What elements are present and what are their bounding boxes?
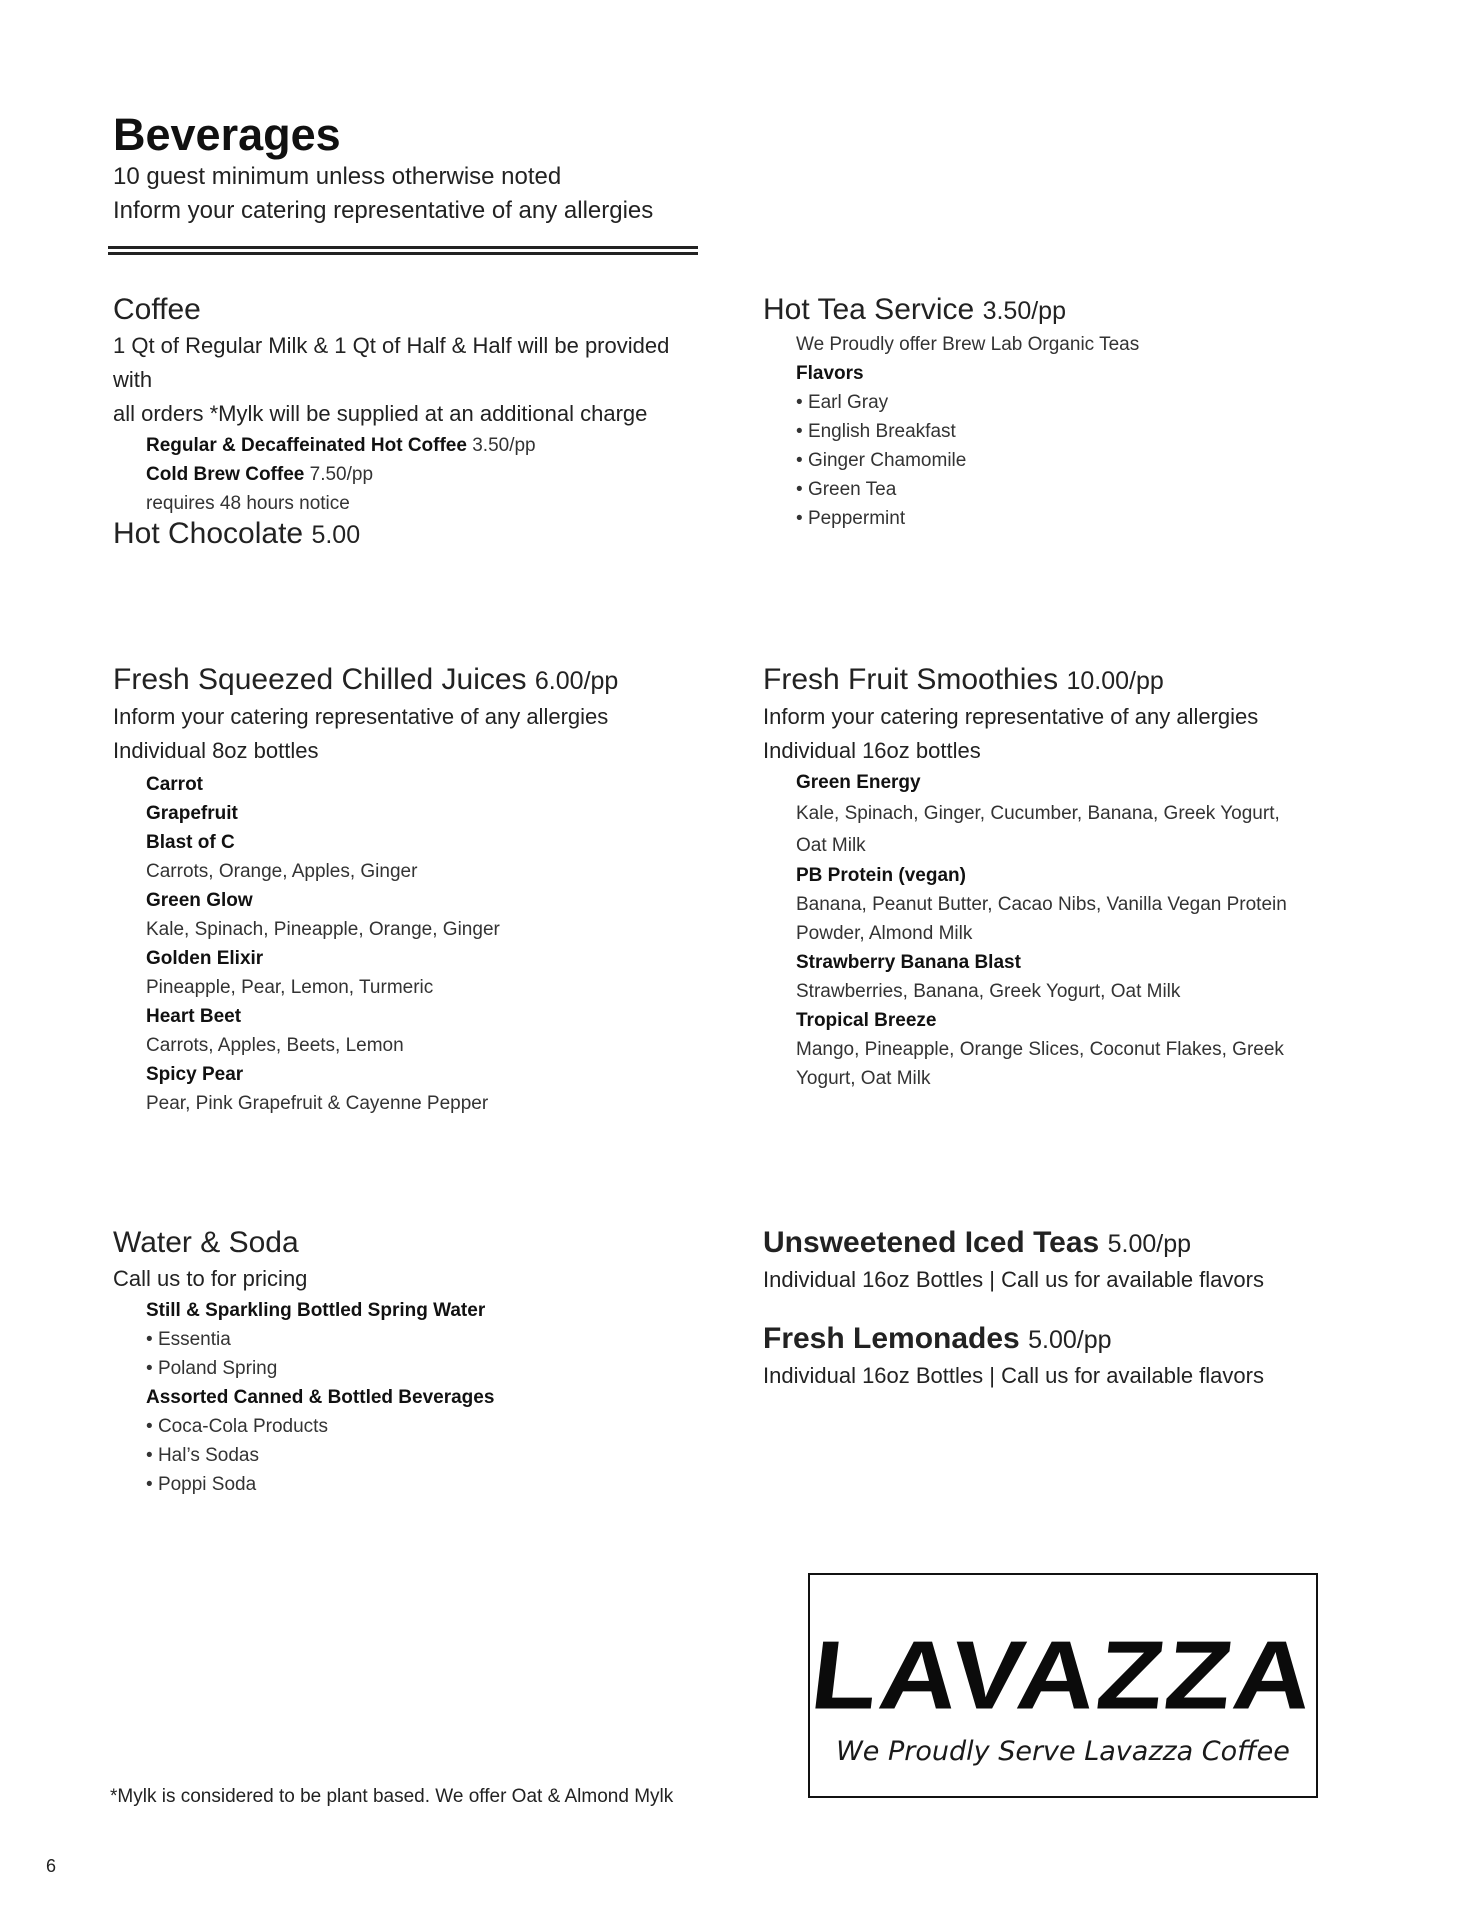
coffee-title xyxy=(113,291,713,329)
page-number: 6 xyxy=(46,1856,57,1876)
lemonades-title-text: Fresh Lemonades xyxy=(763,1322,1020,1355)
coffee-item-name: Regular & Decaffeinated Hot Coffee xyxy=(146,435,467,456)
smoothie-name: PB Protein (vegan) xyxy=(796,865,966,886)
soda-brand-item: • Poppi Soda xyxy=(146,1470,713,1499)
coffee-note-line-1: 1 Qt of Regular Milk & 1 Qt of Half & Half will be provided with xyxy=(113,333,670,392)
coffee-section xyxy=(113,291,713,518)
hot-chocolate-price: 5.00 xyxy=(311,521,361,549)
mylk-footnote: *Mylk is considered to be plant based. We offer Oat & Almond Mylk xyxy=(110,1786,674,1807)
juice-ingredients: Kale, Spinach, Pineapple, Orange, Ginger xyxy=(146,919,500,940)
iced-teas-title xyxy=(763,1224,1383,1263)
iced-teas-price: 5.00/pp xyxy=(1107,1230,1192,1258)
juice-name: Blast of C xyxy=(146,832,235,853)
tea-flavor-item: • Ginger Chamomile xyxy=(796,446,1363,475)
water-category-label: Still & Sparkling Bottled Spring Water xyxy=(146,1300,486,1321)
soda-brand-item: • Hal’s Sodas xyxy=(146,1441,713,1470)
smoothie-list xyxy=(796,768,1383,1093)
water-brand-item: • Essentia xyxy=(146,1325,713,1354)
page-subtitle-allergies: Inform your catering representative of any allergies xyxy=(113,197,654,224)
hot-chocolate-title xyxy=(113,515,360,554)
smoothie-ingredients: Oat Milk xyxy=(796,835,866,856)
smoothie-ingredients: Banana, Peanut Butter, Cacao Nibs, Vanilla Vegan Protein xyxy=(796,894,1287,915)
lemonades-title xyxy=(763,1320,1383,1359)
hot-tea-section xyxy=(763,291,1363,533)
hot-chocolate-title-text: Hot Chocolate xyxy=(113,517,304,550)
coffee-item-list xyxy=(146,431,713,518)
coffee-note-line-2: all orders *Mylk will be supplied at an additional charge xyxy=(113,401,648,426)
juices-title xyxy=(113,661,713,700)
hot-tea-title-text: Hot Tea Service xyxy=(763,293,975,326)
coffee-title-text: Coffee xyxy=(113,293,201,326)
smoothie-ingredients: Mango, Pineapple, Orange Slices, Coconut Flakes, Greek xyxy=(796,1039,1284,1060)
header-divider-bottom xyxy=(108,252,698,255)
juice-ingredients: Carrots, Apples, Beets, Lemon xyxy=(146,1035,404,1056)
water-soda-section xyxy=(113,1224,713,1499)
hot-tea-price: 3.50/pp xyxy=(982,297,1066,325)
juice-ingredients: Carrots, Orange, Apples, Ginger xyxy=(146,861,418,882)
water-brand-item: • Poland Spring xyxy=(146,1354,713,1383)
page-title: Beverages xyxy=(113,109,341,160)
water-soda-title-text: Water & Soda xyxy=(113,1226,299,1259)
juice-name: Heart Beet xyxy=(146,1006,242,1027)
juice-ingredients: Pear, Pink Grapefruit & Cayenne Pepper xyxy=(146,1093,489,1114)
juice-ingredients: Pineapple, Pear, Lemon, Turmeric xyxy=(146,977,434,998)
coffee-item-price: 7.50/pp xyxy=(309,464,374,485)
smoothies-price: 10.00/pp xyxy=(1066,667,1164,695)
iced-teas-title-text: Unsweetened Iced Teas xyxy=(763,1226,1100,1259)
smoothie-name: Green Energy xyxy=(796,772,921,793)
soda-brand-item: • Coca-Cola Products xyxy=(146,1412,713,1441)
tea-flavor-item: • Peppermint xyxy=(796,504,1363,533)
header-divider-top xyxy=(108,246,698,249)
smoothies-title-text: Fresh Fruit Smoothies xyxy=(763,663,1059,696)
coffee-item xyxy=(146,431,713,460)
juices-title-text: Fresh Squeezed Chilled Juices xyxy=(113,663,527,696)
smoothie-name: Strawberry Banana Blast xyxy=(796,952,1021,973)
tea-flavor-item: • English Breakfast xyxy=(796,417,1363,446)
lavazza-tagline: We Proudly Serve Lavazza Coffee xyxy=(836,1736,1290,1767)
lemonades-price: 5.00/pp xyxy=(1028,1326,1112,1354)
coffee-item-price: 3.50/pp xyxy=(472,435,536,456)
hot-tea-title xyxy=(763,291,1363,330)
smoothie-ingredients: Yogurt, Oat Milk xyxy=(796,1068,931,1089)
juices-bottle-size: Individual 8oz bottles xyxy=(113,738,319,763)
juices-price: 6.00/pp xyxy=(534,667,619,695)
smoothies-bottle-size: Individual 16oz bottles xyxy=(763,738,981,763)
smoothie-name: Tropical Breeze xyxy=(796,1010,937,1031)
hot-tea-list xyxy=(796,330,1363,533)
iced-teas-note: Individual 16oz Bottles | Call us for available flavors xyxy=(763,1267,1264,1292)
water-soda-title xyxy=(113,1224,713,1262)
water-soda-pricing-note: Call us to for pricing xyxy=(113,1266,308,1291)
lemonades-note: Individual 16oz Bottles | Call us for available flavors xyxy=(763,1363,1264,1388)
smoothie-ingredients: Powder, Almond Milk xyxy=(796,923,973,944)
juice-name: Grapefruit xyxy=(146,803,238,824)
juice-name: Golden Elixir xyxy=(146,948,264,969)
smoothies-allergy-note: Inform your catering representative of any allergies xyxy=(763,704,1259,729)
cold-brew-notice: requires 48 hours notice xyxy=(146,493,350,514)
smoothie-ingredients: Strawberries, Banana, Greek Yogurt, Oat Milk xyxy=(796,981,1181,1002)
water-soda-list xyxy=(146,1296,713,1499)
tea-flavor-item: • Earl Gray xyxy=(796,388,1363,417)
lavazza-logo-box xyxy=(805,1573,1321,1798)
juice-name: Green Glow xyxy=(146,890,253,911)
lavazza-logo-wordmark: LAVAZZA xyxy=(805,1620,1321,1729)
juice-list xyxy=(146,770,713,1118)
smoothies-section xyxy=(763,661,1383,1093)
smoothies-title xyxy=(763,661,1383,700)
smoothie-ingredients: Kale, Spinach, Ginger, Cucumber, Banana, Greek Yogurt, xyxy=(796,803,1280,824)
iced-teas-section xyxy=(763,1224,1383,1297)
tea-flavor-item: • Green Tea xyxy=(796,475,1363,504)
coffee-item-name: Cold Brew Coffee xyxy=(146,464,305,485)
hot-tea-flavors-label: Flavors xyxy=(796,363,864,384)
hot-tea-intro: We Proudly offer Brew Lab Organic Teas xyxy=(796,334,1140,355)
juice-name: Carrot xyxy=(146,774,204,795)
juices-section xyxy=(113,661,713,1118)
soda-category-label: Assorted Canned & Bottled Beverages xyxy=(146,1387,495,1408)
juice-name: Spicy Pear xyxy=(146,1064,244,1085)
juices-allergy-note: Inform your catering representative of any allergies xyxy=(113,704,609,729)
lemonades-section xyxy=(763,1320,1383,1393)
coffee-item xyxy=(146,460,713,489)
page-subtitle-minimum: 10 guest minimum unless otherwise noted xyxy=(113,163,562,190)
